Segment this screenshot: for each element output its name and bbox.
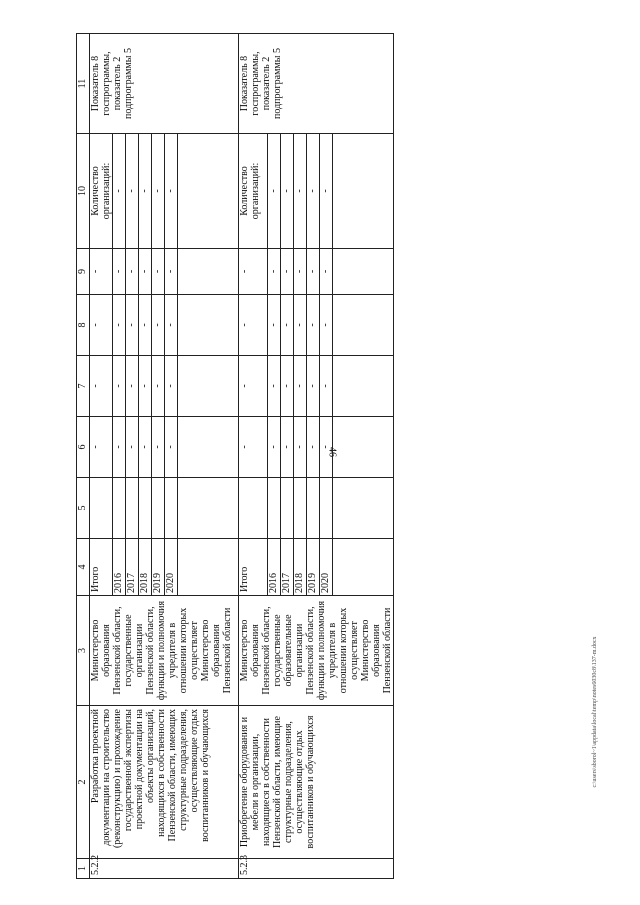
- value-cell: -: [126, 134, 139, 249]
- value-cell: -: [165, 134, 178, 249]
- indicator-ref: Показатель 8 госпрограммы, показатель 2 подпрограммы 5: [90, 34, 239, 134]
- value-cell: -: [239, 356, 268, 417]
- value-cell: -: [126, 356, 139, 417]
- value-cell: -: [239, 249, 268, 295]
- value-cell: -: [152, 134, 165, 249]
- value-cell: -: [90, 249, 113, 295]
- col-header: 10: [77, 134, 90, 249]
- value-cell: -: [294, 295, 307, 356]
- value-cell: -: [113, 417, 126, 478]
- value-cell: -: [113, 134, 126, 249]
- value-cell: -: [90, 295, 113, 356]
- table-row: [90, 34, 113, 879]
- col-header: 11: [77, 34, 90, 134]
- executor: Министерство образования Пензенской области, государственные организации Пензенской области, функции и полномочия учредителя в отношении которых осуществляет Министерство образования Пензенской области: [90, 596, 239, 706]
- value-cell: -: [307, 249, 320, 295]
- value-cell: -: [165, 417, 178, 478]
- value-cell: -: [152, 356, 165, 417]
- executor: Министерство образования Пензенской области, государственные образовательные организации Пензенской области, функции и полномочия учредителя в отношении которых осуществляет Министерство образования Пензенской области: [239, 596, 394, 706]
- value-cell: -: [307, 417, 320, 478]
- year-cell: 2019: [152, 539, 165, 596]
- year-cell: 2018: [294, 539, 307, 596]
- value-cell: -: [152, 295, 165, 356]
- col-header: 6: [77, 417, 90, 478]
- value-cell: -: [294, 417, 307, 478]
- value-cell: -: [281, 249, 294, 295]
- value-cell: -: [139, 134, 152, 249]
- value-cell: -: [307, 134, 320, 249]
- col-header: 3: [77, 596, 90, 706]
- header-row: [77, 34, 90, 879]
- value-cell: -: [126, 295, 139, 356]
- value-cell: -: [307, 295, 320, 356]
- activity-name: Разработка проектной документации на строительство (реконструкцию) и прохождение государственной экспертизы проектной документации на объекты организаций, находящихся в собственности Пензенской области, имеющих структурные подразделения, осуществляющие отдых воспитанников и обучающихся: [90, 706, 239, 859]
- indicator-ref: Показатель 8 госпрограммы, показатель 2 подпрограммы 5: [239, 34, 394, 134]
- value-cell: -: [126, 417, 139, 478]
- year-cell: 2017: [126, 539, 139, 596]
- value-cell: -: [281, 134, 294, 249]
- indicator-name: Количество организаций:: [239, 134, 268, 249]
- year-cell: 2019: [307, 539, 320, 596]
- total-label: Итого: [90, 539, 113, 596]
- year-cell: 2018: [139, 539, 152, 596]
- footer-path: c:\users\sborol~1\appdata\local\temp\notes6030c8\137-m.docx: [592, 636, 598, 788]
- col-header: 8: [77, 295, 90, 356]
- row-number: 5.2.2: [90, 859, 239, 879]
- value-cell: -: [268, 417, 281, 478]
- rotated-table-wrapper: [76, 34, 584, 879]
- value-cell: -: [281, 356, 294, 417]
- value-cell: -: [113, 295, 126, 356]
- value-cell: -: [281, 295, 294, 356]
- value-cell: -: [90, 417, 113, 478]
- value-cell: -: [139, 249, 152, 295]
- value-cell: -: [239, 417, 268, 478]
- value-cell: -: [139, 417, 152, 478]
- value-cell: -: [281, 417, 294, 478]
- row-number: 5.2.3: [239, 859, 394, 879]
- value-cell: -: [320, 134, 333, 249]
- rotated-table-stage: [76, 34, 584, 879]
- col-header: 1: [77, 859, 90, 879]
- value-cell: -: [294, 134, 307, 249]
- value-cell: -: [320, 356, 333, 417]
- value-cell: -: [294, 356, 307, 417]
- value-cell: -: [320, 295, 333, 356]
- value-cell: -: [165, 295, 178, 356]
- indicator-name: Количество организаций:: [90, 134, 113, 249]
- year-cell: 2020: [165, 539, 178, 596]
- year-cell: 2016: [113, 539, 126, 596]
- value-cell: -: [113, 356, 126, 417]
- col-header: 5: [77, 478, 90, 539]
- value-cell: -: [139, 295, 152, 356]
- col-header: 9: [77, 249, 90, 295]
- program-activities-table: [76, 33, 394, 879]
- year-cell: 2017: [281, 539, 294, 596]
- value-cell: -: [165, 249, 178, 295]
- value-cell: -: [320, 249, 333, 295]
- value-cell: -: [90, 356, 113, 417]
- value-cell: -: [239, 295, 268, 356]
- value-cell: -: [307, 356, 320, 417]
- value-cell: -: [152, 417, 165, 478]
- value-cell: -: [126, 249, 139, 295]
- table-row: [239, 34, 268, 879]
- value-cell: -: [268, 134, 281, 249]
- value-cell: -: [294, 249, 307, 295]
- value-cell: -: [165, 356, 178, 417]
- value-cell: -: [152, 249, 165, 295]
- value-cell: [239, 478, 268, 539]
- activity-name: Приобретение оборудования и мебели в организации, находящиеся в собственности Пензенской области, имеющие структурные подразделения, осуществляющие отдых воспитанников и обучающихся: [239, 706, 394, 859]
- year-cell: 2020: [320, 539, 333, 596]
- value-cell: -: [268, 295, 281, 356]
- col-header: 4: [77, 539, 90, 596]
- value-cell: -: [139, 356, 152, 417]
- col-header: 2: [77, 706, 90, 859]
- total-label: Итого: [239, 539, 268, 596]
- value-cell: -: [320, 417, 333, 478]
- page-number: 46: [326, 447, 338, 457]
- value-cell: -: [268, 249, 281, 295]
- value-cell: -: [268, 356, 281, 417]
- value-cell: [90, 478, 113, 539]
- year-cell: 2016: [268, 539, 281, 596]
- col-header: 7: [77, 356, 90, 417]
- value-cell: -: [113, 249, 126, 295]
